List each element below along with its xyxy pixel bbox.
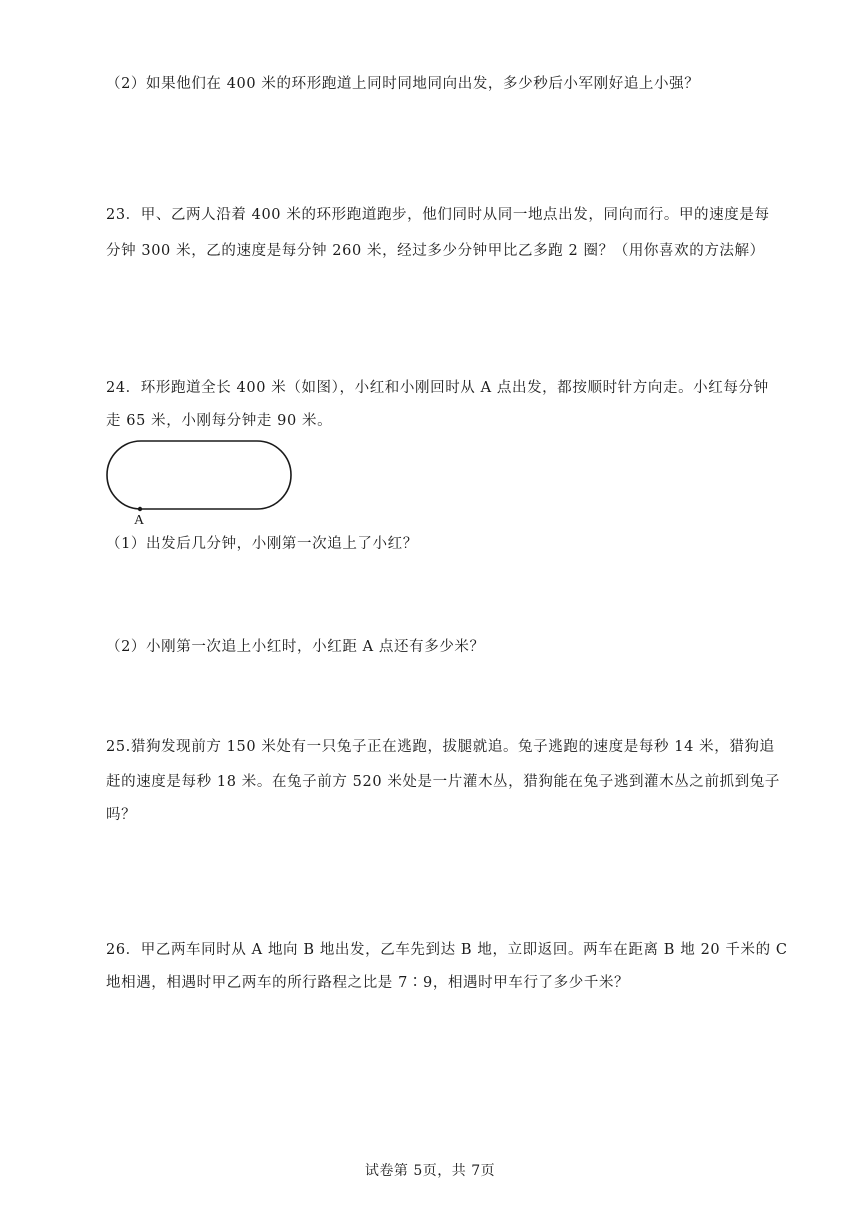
point-a-marker xyxy=(138,507,142,511)
question-22-part-2: （2）如果他们在 400 米的环形跑道上同时同地同向出发，多少秒后小军刚好追上小强？ xyxy=(106,76,700,92)
page-footer: 试卷第 5页，共 7页 xyxy=(364,1163,496,1179)
running-track-figure xyxy=(104,438,294,526)
point-a-label: A xyxy=(134,513,145,526)
question-26-line-1: 26．甲乙两车同时从 A 地向 B 地出发，乙车先到达 B 地，立即返回。两车在距离 B 地 20 千米的 C xyxy=(106,942,788,958)
track-outline xyxy=(107,441,291,509)
question-25-line-1: 25.猎狗发现前方 150 米处有一只兔子正在逃跑，拔腿就追。兔子逃跑的速度是每秒 14 米，猎狗追 xyxy=(106,739,775,755)
question-24-line-1: 24．环形跑道全长 400 米（如图），小红和小刚回时从 A 点出发，都按顺时针方向走。小红每分钟 xyxy=(106,380,769,396)
question-24-part-1: （1）出发后几分钟，小刚第一次追上了小红？ xyxy=(106,536,418,552)
question-24-line-2: 走 65 米，小刚每分钟走 90 米。 xyxy=(106,413,333,429)
question-23-line-1: 23．甲、乙两人沿着 400 米的环形跑道跑步，他们同时从同一地点出发，同向而行。甲的速度是每 xyxy=(106,207,770,223)
question-24-part-2: （2）小刚第一次追上小红时，小红距 A 点还有多少米？ xyxy=(106,639,485,655)
question-23-line-2: 分钟 300 米，乙的速度是每分钟 260 米，经过多少分钟甲比乙多跑 2 圈？（用你喜欢的方法解） xyxy=(106,243,765,259)
question-26-line-2: 地相遇，相遇时甲乙两车的所行路程之比是 7∶9，相遇时甲车行了多少千米？ xyxy=(106,975,630,991)
question-25-line-3: 吗？ xyxy=(106,807,137,823)
question-25-line-2: 赶的速度是每秒 18 米。在兔子前方 520 米处是一片灌木丛，猎狗能在兔子逃到灌木丛之前抓到兔子 xyxy=(106,774,780,790)
